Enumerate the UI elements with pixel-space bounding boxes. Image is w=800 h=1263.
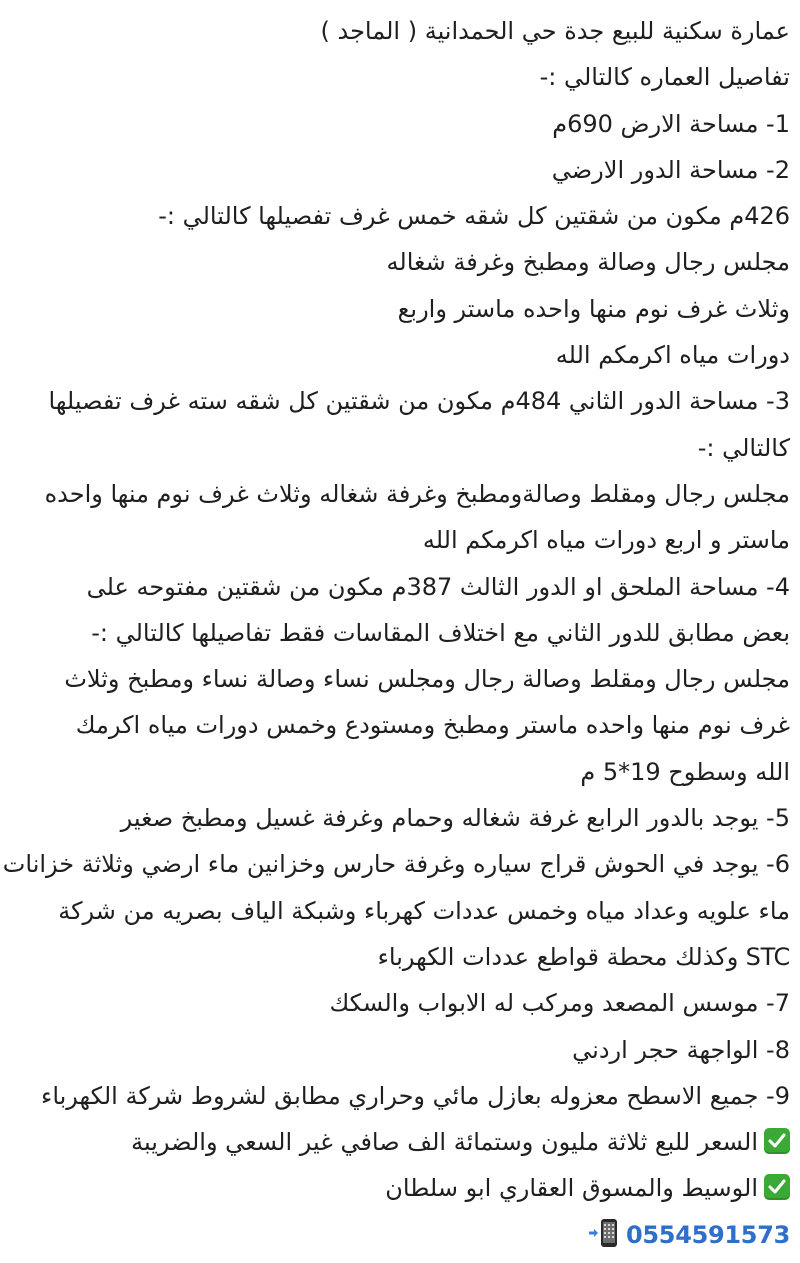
- item-3-line-4: ماستر و اربع دورات مياه اكرمكم الله: [422, 526, 790, 555]
- item-9-line-1: 9- جميع الاسطح معزوله بعازل مائي وحراري مطابق لشروط شركة الكهرباء: [41, 1081, 790, 1110]
- item-4-line-2: بعض مطابق للدور الثاني مع اختلاف المقاسات فقط تفاصيلها كالتالي :-: [91, 618, 790, 647]
- item-4-line-3: مجلس رجال ومقلط وصالة رجال ومجلس نساء وصالة نساء ومطبخ وثلاث: [64, 665, 790, 694]
- item-2-line-4: وثلاث غرف نوم منها واحده ماستر واربع: [397, 294, 790, 323]
- item-4-line-4: غرف نوم منها واحده ماستر ومطبخ ومستودع وخمس دورات مياه اكرمك: [75, 711, 790, 740]
- item-6-line-3: STC وكذلك محطة قواطع عددات الكهرباء: [377, 942, 790, 971]
- item-4-line-1: 4- مساحة الملحق او الدور الثالث 387م مكون من شقتين مفتوحه على: [86, 572, 790, 601]
- item-2-line-1: 2- مساحة الدور الارضي: [551, 155, 790, 184]
- item-3-line-1: 3- مساحة الدور الثاني 484م مكون من شقتين كل شقه سته غرف تفصيلها: [48, 387, 790, 416]
- check-mark-button-icon: [764, 1174, 790, 1200]
- item-4-line-5: الله وسطوح 19*5 م: [580, 757, 790, 786]
- item-2-line-5: دورات مياه اكرمكم الله: [555, 341, 790, 370]
- item-6-line-2: ماء علويه وعداد مياه وخمس عددات كهرباء وشبكة الياف بصريه من شركة: [58, 896, 790, 925]
- item-8-line-1: 8- الواجهة حجر اردني: [572, 1035, 790, 1064]
- item-1-line-1: 1- مساحة الارض 690م: [552, 109, 790, 138]
- details-heading: تفاصيل العماره كالتالي :-: [539, 63, 790, 92]
- item-2-line-2: 426م مكون من شقتين كل شقه خمس غرف تفصيلها كالتالي :-: [158, 202, 790, 231]
- price-text: السعر للبع ثلاثة مليون وستمائة الف صافي غير السعي والضريبة: [131, 1128, 758, 1157]
- phone-number-link[interactable]: 0554591573: [626, 1220, 790, 1249]
- item-3-line-2: كالتالي :-: [697, 433, 790, 462]
- contact-line: [18, 1212, 790, 1263]
- broker-line: [18, 1165, 790, 1211]
- item-7-line-1: 7- موسس المصعد ومركب له الابواب والسكك: [329, 989, 790, 1018]
- item-5-line-1: 5- يوجد بالدور الرابع غرفة شغاله وحمام وغرفة غسيل ومطبخ صغير: [120, 804, 790, 833]
- item-2-line-3: مجلس رجال وصالة ومطبخ وغرفة شغاله: [386, 248, 790, 277]
- item-6-line-1: 6- يوجد في الحوش قراج سياره وغرفة حارس وخزانين ماء ارضي وثلاثة خزانات: [2, 850, 790, 879]
- mobile-phone-with-arrow-icon: [588, 1217, 622, 1263]
- price-line: [18, 1119, 790, 1165]
- item-3-line-3: مجلس رجال ومقلط وصالةومطبخ وغرفة شغاله وثلاث غرف نوم منها واحده: [44, 479, 790, 508]
- check-mark-button-icon: [764, 1128, 790, 1154]
- listing-title: عمارة سكنية للبيع جدة حي الحمدانية ( الماجد ): [320, 17, 790, 45]
- broker-text: الوسيط والمسوق العقاري ابو سلطان: [385, 1174, 758, 1203]
